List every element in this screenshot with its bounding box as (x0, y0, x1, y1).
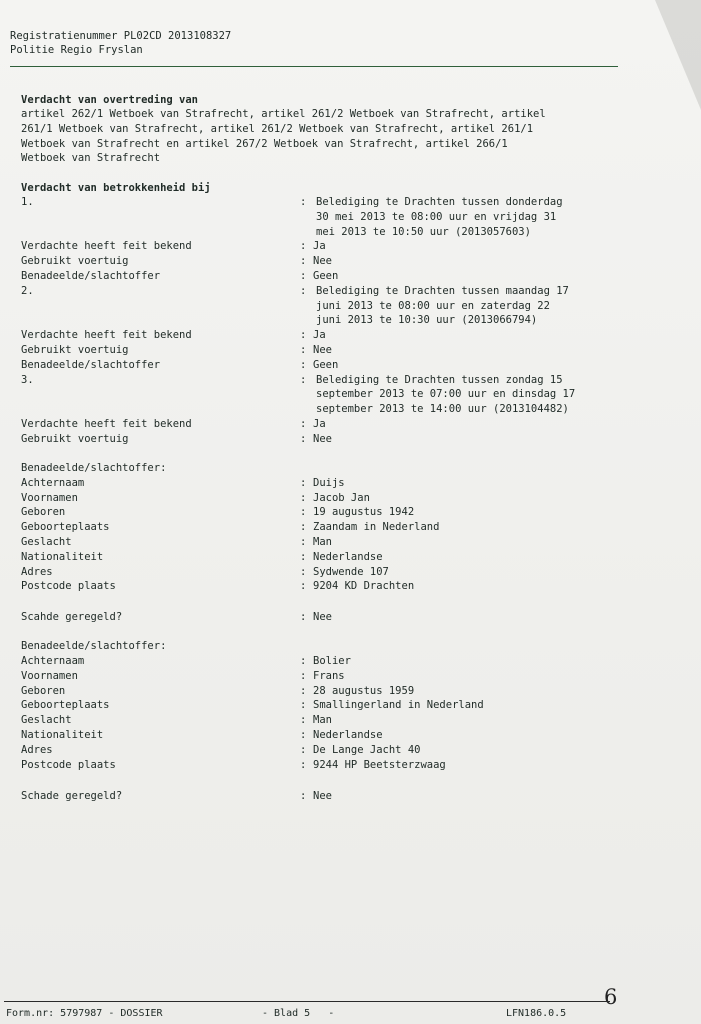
incident-description: september 2013 te 14:00 uur (2013104482) (316, 403, 569, 416)
offense-line: Wetboek van Strafrecht (21, 152, 161, 165)
offense-line: 261/1 Wetboek van Strafrecht, artikel 261/2 Wetboek van Strafrecht, artikel 261/1 (21, 122, 534, 135)
form-number: Form.nr: 5797987 - DOSSIER (6, 1008, 163, 1019)
field-value: Nee (313, 255, 332, 268)
registration-number: Registratienummer PL02CD 2013108327 (10, 30, 232, 42)
separator: : (300, 432, 307, 445)
field-value: 19 augustus 1942 (313, 506, 415, 519)
field-label: Achternaam (21, 476, 85, 489)
document-header (10, 29, 231, 57)
separator: : (300, 714, 307, 727)
field-value: Nederlandse (313, 550, 383, 563)
field-label: Geboorteplaats (21, 521, 110, 534)
footer-rule (4, 1001, 610, 1002)
damage-label: Scahde geregeld? (21, 611, 123, 623)
field-value: Sydwende 107 (313, 565, 389, 578)
field-value: Bolier (313, 655, 351, 667)
folded-corner (655, 0, 701, 110)
damage-value: Nee (313, 790, 332, 802)
field-label: Adres (21, 565, 53, 578)
header-rule (10, 66, 618, 67)
field-label: Nationaliteit (21, 550, 104, 563)
separator: : (300, 344, 307, 356)
separator: : (300, 699, 307, 712)
field-label: Adres (21, 743, 53, 756)
separator: : (300, 255, 307, 268)
separator: : (300, 491, 307, 504)
field-value: Geen (313, 270, 339, 282)
separator: : (300, 284, 307, 297)
field-value: Nee (313, 344, 332, 356)
field-label: Voornamen (21, 669, 78, 682)
separator: : (300, 550, 307, 563)
victim-heading: Benadeelde/slachtoffer: (21, 640, 167, 652)
field-label: Nationaliteit (21, 729, 104, 741)
incident-description: 30 mei 2013 te 08:00 uur en vrijdag 31 (316, 210, 557, 223)
separator: : (300, 655, 307, 667)
field-value: Jacob Jan (313, 491, 370, 504)
separator: : (300, 196, 307, 208)
field-label: Verdachte heeft feit bekend (21, 418, 192, 430)
offense-heading: Verdacht van overtreding van (21, 94, 199, 106)
field-label: Verdachte heeft feit bekend (21, 240, 192, 253)
separator: : (300, 669, 307, 682)
separator: : (300, 418, 307, 430)
field-value: Man (313, 714, 332, 727)
field-label: Gebruikt voertuig (21, 432, 129, 445)
field-label: Postcode plaats (21, 758, 116, 771)
involvement-heading: Verdacht van betrokkenheid bij (21, 182, 211, 194)
field-label: Geboren (21, 684, 66, 697)
field-value: Ja (313, 240, 326, 253)
offense-line: artikel 262/1 Wetboek van Strafrecht, artikel 261/2 Wetboek van Strafrecht, artikel (21, 108, 546, 120)
incident-description: mei 2013 te 10:50 uur (2013057603) (316, 225, 531, 238)
separator: : (300, 373, 307, 386)
field-label: Benadeelde/slachtoffer (21, 358, 161, 371)
separator: : (300, 729, 307, 741)
separator: : (300, 358, 307, 371)
damage-label: Schade geregeld? (21, 790, 123, 802)
separator: : (300, 506, 307, 519)
separator: : (300, 240, 307, 253)
incident-description: Belediging te Drachten tussen maandag 17 (316, 284, 569, 297)
separator: : (300, 270, 307, 282)
field-label: Verdachte heeft feit bekend (21, 329, 192, 342)
field-value: Ja (313, 329, 326, 342)
field-value: Nederlandse (313, 729, 383, 741)
field-label: Geslacht (21, 536, 72, 548)
incident-description: juni 2013 te 08:00 uur en zaterdag 22 (316, 299, 550, 312)
incident-description: Belediging te Drachten tussen donderdag (316, 196, 563, 208)
field-label: Gebruikt voertuig (21, 344, 129, 356)
field-label: Geboorteplaats (21, 699, 110, 712)
separator: : (300, 476, 307, 489)
field-value: 9204 KD Drachten (313, 580, 415, 593)
separator: : (300, 790, 307, 802)
sheet-number: - Blad 5 - (262, 1008, 335, 1019)
damage-value: Nee (313, 611, 332, 623)
field-value: Geen (313, 358, 339, 371)
handwritten-page-number: 6 (604, 985, 618, 1009)
separator: : (300, 565, 307, 578)
separator: : (300, 521, 307, 534)
offense-line: Wetboek van Strafrecht en artikel 267/2 Wetboek van Strafrecht, artikel 266/1 (21, 137, 508, 150)
field-value: Ja (313, 418, 326, 430)
incident-number: 3. (21, 373, 34, 386)
field-label: Voornamen (21, 491, 78, 504)
police-region: Politie Regio Fryslan (10, 44, 143, 56)
field-label: Benadeelde/slachtoffer (21, 270, 161, 282)
field-label: Geboren (21, 506, 66, 519)
field-value: 9244 HP Beetsterzwaag (313, 758, 446, 771)
separator: : (300, 758, 307, 771)
incident-description: Belediging te Drachten tussen zondag 15 (316, 373, 563, 386)
separator: : (300, 611, 307, 623)
field-value: Zaandam in Nederland (313, 521, 440, 534)
separator: : (300, 684, 307, 697)
field-value: Nee (313, 432, 332, 445)
incident-number: 2. (21, 284, 34, 297)
incident-number: 1. (21, 196, 34, 208)
separator: : (300, 743, 307, 756)
field-label: Gebruikt voertuig (21, 255, 129, 268)
victim-heading: Benadeelde/slachtoffer: (21, 462, 167, 474)
form-code: LFN186.0.5 (506, 1008, 567, 1019)
field-value: De Lange Jacht 40 (313, 743, 421, 756)
separator: : (300, 580, 307, 593)
incident-description: juni 2013 te 10:30 uur (2013066794) (316, 314, 538, 327)
field-value: 28 augustus 1959 (313, 684, 415, 697)
field-value: Frans (313, 669, 345, 682)
separator: : (300, 329, 307, 342)
field-value: Smallingerland in Nederland (313, 699, 484, 712)
incident-description: september 2013 te 07:00 uur en dinsdag 17 (316, 388, 576, 401)
field-value: Man (313, 536, 332, 548)
separator: : (300, 536, 307, 548)
field-label: Postcode plaats (21, 580, 116, 593)
field-label: Geslacht (21, 714, 72, 727)
field-value: Duijs (313, 476, 345, 489)
field-label: Achternaam (21, 655, 85, 667)
